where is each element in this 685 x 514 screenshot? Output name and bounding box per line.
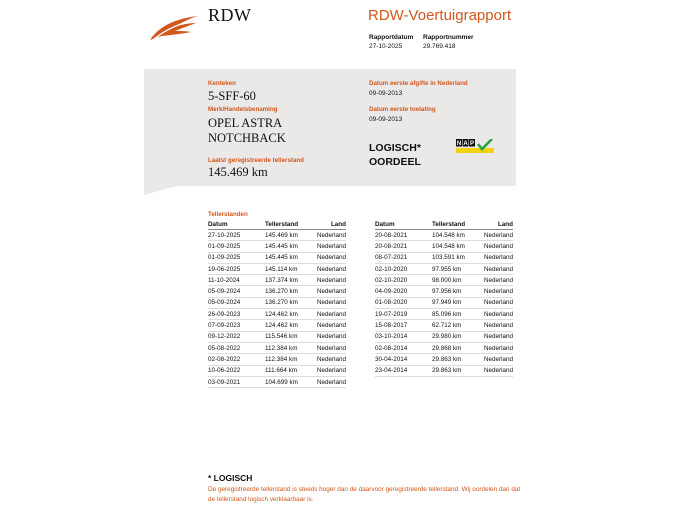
report-title: RDW-Voertuigrapport xyxy=(368,7,512,24)
report-number-label: Rapportnummer xyxy=(423,34,474,41)
reading-country: Nederland xyxy=(313,354,346,365)
reading-country: Nederland xyxy=(313,309,346,320)
report-date-label: Rapportdatum xyxy=(369,34,414,41)
report-number: 29.769.418 xyxy=(423,42,456,50)
rdw-logo-icon xyxy=(148,14,200,42)
table-header-row xyxy=(208,220,346,230)
brand-name: RDW xyxy=(208,5,252,25)
reading-country: Nederland xyxy=(313,230,346,241)
reading-country: Nederland xyxy=(313,365,346,376)
make-line2: NOTCHBACK xyxy=(208,131,286,145)
table-row xyxy=(208,309,346,320)
reading-odometer: 29.863 km xyxy=(432,354,480,365)
reading-date: 15-08-2017 xyxy=(375,320,432,331)
plate-value: 5-SFF-60 xyxy=(208,89,256,103)
reading-country: Nederland xyxy=(313,297,346,308)
table-row xyxy=(375,309,513,320)
table-row xyxy=(375,354,513,365)
reading-date: 09-12-2022 xyxy=(208,331,265,342)
reading-country: Nederland xyxy=(313,342,346,353)
readings-section-label: Tellerstanden xyxy=(208,211,248,218)
column-header-country: Land xyxy=(480,220,513,230)
table-row xyxy=(208,286,346,297)
reading-date: 01-08-2020 xyxy=(375,297,432,308)
first-issue-nl-value: 09-09-2013 xyxy=(369,90,403,97)
reading-date: 02-08-2014 xyxy=(375,342,432,353)
table-row xyxy=(208,241,346,252)
svg-text:A: A xyxy=(463,141,468,147)
table-row xyxy=(375,252,513,263)
reading-odometer: 136.270 km xyxy=(265,297,313,308)
reading-odometer: 85.096 km xyxy=(432,309,480,320)
reading-odometer: 29.863 km xyxy=(432,365,480,376)
reading-country: Nederland xyxy=(480,263,513,274)
table-row xyxy=(375,365,513,376)
table-row xyxy=(208,320,346,331)
make-line1: OPEL ASTRA xyxy=(208,116,283,130)
reading-odometer: 136.270 km xyxy=(265,286,313,297)
reading-country: Nederland xyxy=(480,320,513,331)
panel-notch xyxy=(144,185,180,195)
reading-country: Nederland xyxy=(480,331,513,342)
reading-country: Nederland xyxy=(313,286,346,297)
reading-date: 05-08-2022 xyxy=(208,342,265,353)
reading-date: 01-09-2025 xyxy=(208,252,265,263)
reading-date: 27-10-2025 xyxy=(208,230,265,241)
table-row xyxy=(208,275,346,286)
reading-date: 30-04-2014 xyxy=(375,354,432,365)
reading-date: 23-04-2014 xyxy=(375,365,432,376)
first-issue-nl-label: Datum eerste afgifte in Nederland xyxy=(369,80,468,87)
reading-country: Nederland xyxy=(480,342,513,353)
table-row xyxy=(375,286,513,297)
reading-date: 20-08-2021 xyxy=(375,241,432,252)
reading-date: 19-06-2025 xyxy=(208,263,265,274)
readings-table-left xyxy=(208,220,346,388)
reading-odometer: 104.548 km xyxy=(432,241,480,252)
footnote-title: * LOGISCH xyxy=(208,473,253,483)
reading-date: 20-08-2021 xyxy=(375,230,432,241)
reading-odometer: 111.664 km xyxy=(265,365,313,376)
reading-date: 03-10-2014 xyxy=(375,331,432,342)
column-header-odometer: Tellerstand xyxy=(265,220,313,230)
verdict-line2: OORDEEL xyxy=(369,156,421,168)
table-row xyxy=(208,331,346,342)
reading-country: Nederland xyxy=(480,230,513,241)
odometer-value: 145.469 km xyxy=(208,165,268,179)
table-row xyxy=(375,320,513,331)
reading-odometer: 137.374 km xyxy=(265,275,313,286)
table-row xyxy=(208,252,346,263)
table-row xyxy=(208,376,346,387)
reading-odometer: 98.000 km xyxy=(432,275,480,286)
reading-odometer: 62.712 km xyxy=(432,320,480,331)
table-row xyxy=(375,297,513,308)
verdict-text xyxy=(369,141,421,169)
reading-country: Nederland xyxy=(313,252,346,263)
reading-country: Nederland xyxy=(480,309,513,320)
reading-date: 26-09-2023 xyxy=(208,309,265,320)
table-row xyxy=(375,230,513,241)
reading-odometer: 103.591 km xyxy=(432,252,480,263)
report-date-block xyxy=(369,34,413,51)
reading-country: Nederland xyxy=(480,365,513,376)
reading-date: 02-10-2020 xyxy=(375,275,432,286)
reading-country: Nederland xyxy=(480,286,513,297)
column-header-date: Datum xyxy=(208,220,265,230)
nap-badge-icon xyxy=(456,139,494,155)
reading-country: Nederland xyxy=(480,241,513,252)
odometer-label: Laatst geregistreerde tellerstand xyxy=(208,157,304,164)
table-header-row xyxy=(375,220,513,230)
reading-date: 19-07-2019 xyxy=(375,309,432,320)
reading-date: 03-09-2021 xyxy=(208,376,265,387)
column-header-country: Land xyxy=(313,220,346,230)
column-header-odometer: Tellerstand xyxy=(432,220,480,230)
reading-date: 05-09-2024 xyxy=(208,286,265,297)
reading-date: 04-09-2020 xyxy=(375,286,432,297)
svg-text:N: N xyxy=(456,141,462,147)
reading-date: 10-06-2022 xyxy=(208,365,265,376)
reading-date: 05-09-2024 xyxy=(208,297,265,308)
reading-odometer: 97.949 km xyxy=(432,297,480,308)
readings-table-right xyxy=(375,220,513,377)
reading-odometer: 29.868 km xyxy=(432,342,480,353)
reading-odometer: 104.699 km xyxy=(265,376,313,387)
table-row xyxy=(208,297,346,308)
reading-odometer: 124.462 km xyxy=(265,320,313,331)
report-number-block xyxy=(423,34,474,51)
table-row xyxy=(375,331,513,342)
reading-date: 02-10-2020 xyxy=(375,263,432,274)
table-row xyxy=(375,342,513,353)
plate-label: Kenteken xyxy=(208,80,236,87)
reading-country: Nederland xyxy=(313,263,346,274)
make-label: Merk/Handelsbenaming xyxy=(208,106,278,113)
reading-country: Nederland xyxy=(313,320,346,331)
reading-country: Nederland xyxy=(313,331,346,342)
table-row xyxy=(375,263,513,274)
reading-odometer: 145.114 km xyxy=(265,263,313,274)
table-row xyxy=(375,275,513,286)
table-row xyxy=(375,241,513,252)
reading-odometer: 115.546 km xyxy=(265,331,313,342)
report-date: 27-10-2025 xyxy=(369,42,403,50)
reading-country: Nederland xyxy=(480,354,513,365)
footnote-text: De geregistreerde tellerstand is steeds hoger dan de daarvoor geregistreerde tellerstand. Wij oordelen dan dat de tellerstand logisch verklaarbaar is. xyxy=(208,486,521,503)
reading-odometer: 104.548 km xyxy=(432,230,480,241)
table-row xyxy=(208,354,346,365)
svg-text:P: P xyxy=(469,141,475,147)
verdict-line1: LOGISCH* xyxy=(369,142,421,154)
reading-date: 07-09-2023 xyxy=(208,320,265,331)
column-header-date: Datum xyxy=(375,220,432,230)
reading-odometer: 145.445 km xyxy=(265,241,313,252)
reading-country: Nederland xyxy=(480,275,513,286)
reading-odometer: 124.462 km xyxy=(265,309,313,320)
reading-date: 02-08-2022 xyxy=(208,354,265,365)
reading-odometer: 97.955 km xyxy=(432,263,480,274)
reading-country: Nederland xyxy=(480,297,513,308)
reading-country: Nederland xyxy=(313,275,346,286)
first-admission-label: Datum eerste toelating xyxy=(369,106,436,113)
reading-date: 11-10-2024 xyxy=(208,275,265,286)
reading-odometer: 145.469 km xyxy=(265,230,313,241)
reading-date: 08-07-2021 xyxy=(375,252,432,263)
table-row xyxy=(208,342,346,353)
reading-country: Nederland xyxy=(480,252,513,263)
reading-date: 01-09-2025 xyxy=(208,241,265,252)
table-row xyxy=(208,230,346,241)
reading-odometer: 112.384 km xyxy=(265,342,313,353)
reading-odometer: 97.956 km xyxy=(432,286,480,297)
reading-country: Nederland xyxy=(313,241,346,252)
reading-odometer: 145.445 km xyxy=(265,252,313,263)
reading-odometer: 112.384 km xyxy=(265,354,313,365)
reading-odometer: 29.980 km xyxy=(432,331,480,342)
reading-country: Nederland xyxy=(313,376,346,387)
table-row xyxy=(208,365,346,376)
table-row xyxy=(208,263,346,274)
first-admission-value: 09-09-2013 xyxy=(369,116,403,123)
